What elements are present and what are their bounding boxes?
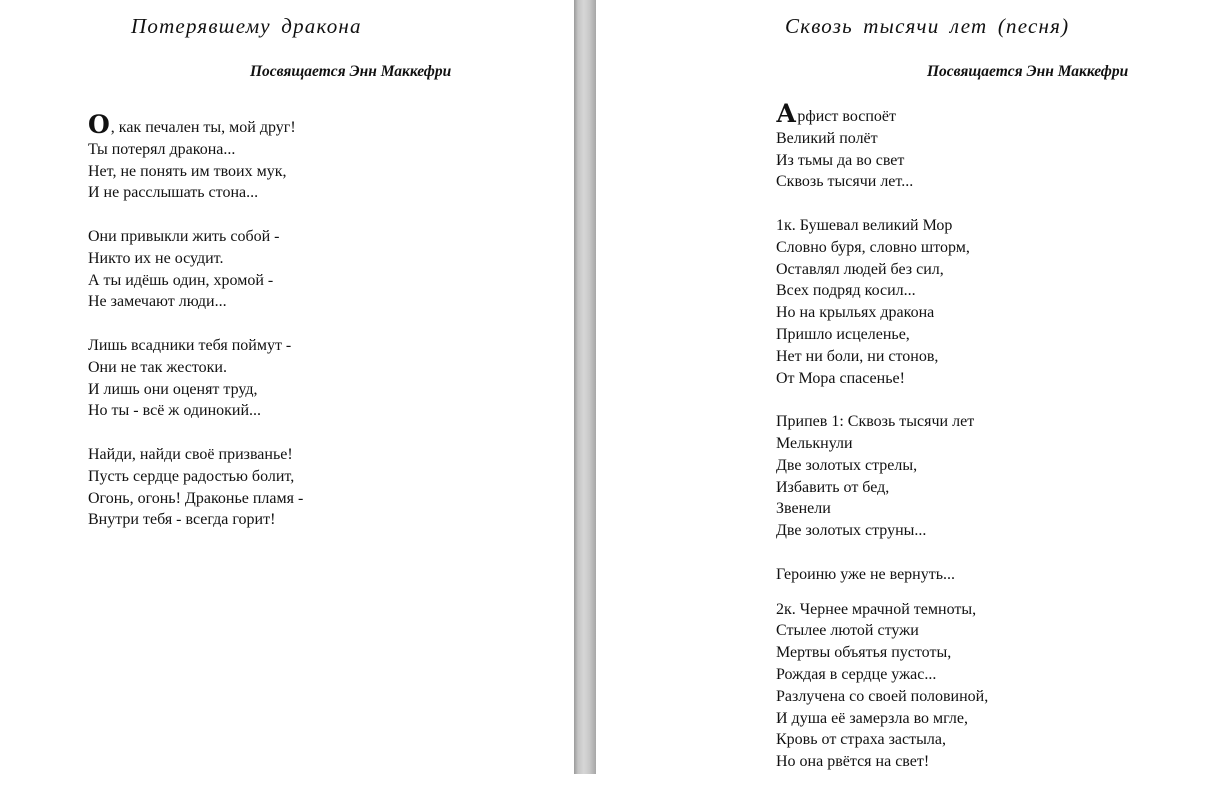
poem-line: Сквозь тысячи лет... (776, 173, 914, 191)
poem-line: От Мора спасенье! (776, 369, 905, 387)
poem-line: 1к. Бушевал великий Мор (776, 216, 953, 234)
right-stanza (776, 101, 988, 193)
left-dedication: Посвящается Энн Маккефри (250, 63, 452, 80)
drop-cap: А (776, 99, 797, 128)
poem-line: Две золотых стрелы, (776, 456, 918, 474)
drop-cap: О (88, 110, 110, 139)
poem-line: Мелькнули (776, 434, 853, 452)
right-poem-title: Сквозь тысячи лет (песня) (785, 14, 1070, 38)
poem-line: Они привыкли жить собой - (88, 227, 280, 245)
poem-line: Никто их не осудит. (88, 249, 224, 267)
poem-line: Великий полёт (776, 129, 878, 147)
poem-line: Две золотых струны... (776, 522, 927, 540)
poem-line: Нет ни боли, ни стонов, (776, 347, 939, 365)
poem-line: Припев 1: Сквозь тысячи лет (776, 413, 975, 431)
left-poem-title: Потерявшему дракона (131, 14, 362, 38)
page-divider (574, 0, 596, 774)
poem-line: Найди, найди своё призванье! (88, 445, 293, 463)
poem-line: Стылее лютой стужи (776, 622, 919, 640)
poem-line: Оставлял людей без сил, (776, 260, 944, 278)
left-page (0, 0, 574, 774)
left-stanza (88, 112, 303, 204)
poem-line: Лишь всадники тебя поймут - (88, 336, 292, 354)
poem-line: Кровь от страха застыла, (776, 731, 946, 749)
poem-line: Мертвы объятья пустоты, (776, 644, 952, 662)
poem-line: Нет, не понять им твоих мук, (88, 162, 287, 180)
poem-line: Пришло исцеленье, (776, 325, 910, 343)
poem-line: О, как печален ты, мой друг! (88, 110, 296, 139)
poem-line: Не замечают люди... (88, 293, 227, 311)
poem-line: Избавить от бед, (776, 478, 890, 496)
poem-line: Но она рвётся на свет! (776, 753, 930, 771)
poem-line: И душа её замерзла во мгле, (776, 709, 968, 727)
left-poem-body (88, 112, 303, 553)
right-stanza (776, 215, 988, 389)
poem-line: Ты потерял дракона... (88, 140, 236, 158)
poem-line: Всех подряд косил... (776, 282, 916, 300)
poem-line: Но на крыльях дракона (776, 304, 935, 322)
poem-line: Пусть сердце радостью болит, (88, 467, 295, 485)
poem-line: Арфист воспоёт (776, 99, 896, 128)
poem-line: Огонь, огонь! Драконье пламя - (88, 489, 304, 507)
poem-line: Они не так жестоки. (88, 358, 227, 376)
poem-line: Из тьмы да во свет (776, 151, 905, 169)
right-page (596, 0, 1207, 774)
poem-line: А ты идёшь один, хромой - (88, 271, 274, 289)
poem-line: Героиню уже не вернуть... (776, 565, 956, 583)
poem-line: Рождая в сердце ужас... (776, 665, 937, 683)
right-stanza (776, 599, 988, 773)
poem-line: 2к. Чернее мрачной темноты, (776, 600, 977, 618)
right-poem-body (776, 101, 988, 795)
poem-line: И не расслышать стона... (88, 184, 259, 202)
right-stanza (776, 564, 988, 586)
poem-line: Звенели (776, 500, 831, 518)
left-stanza (88, 226, 303, 313)
poem-line: Но ты - всё ж одинокий... (88, 402, 262, 420)
right-dedication: Посвящается Энн Маккефри (927, 63, 1129, 80)
poem-line: Словно буря, словно шторм, (776, 238, 970, 256)
right-stanza (776, 411, 988, 542)
poem-line: И лишь они оценят труд, (88, 380, 258, 398)
left-stanza (88, 335, 303, 422)
left-stanza (88, 444, 303, 531)
poem-line: Внутри тебя - всегда горит! (88, 511, 276, 529)
poem-line: Разлучена со своей половиной, (776, 687, 989, 705)
